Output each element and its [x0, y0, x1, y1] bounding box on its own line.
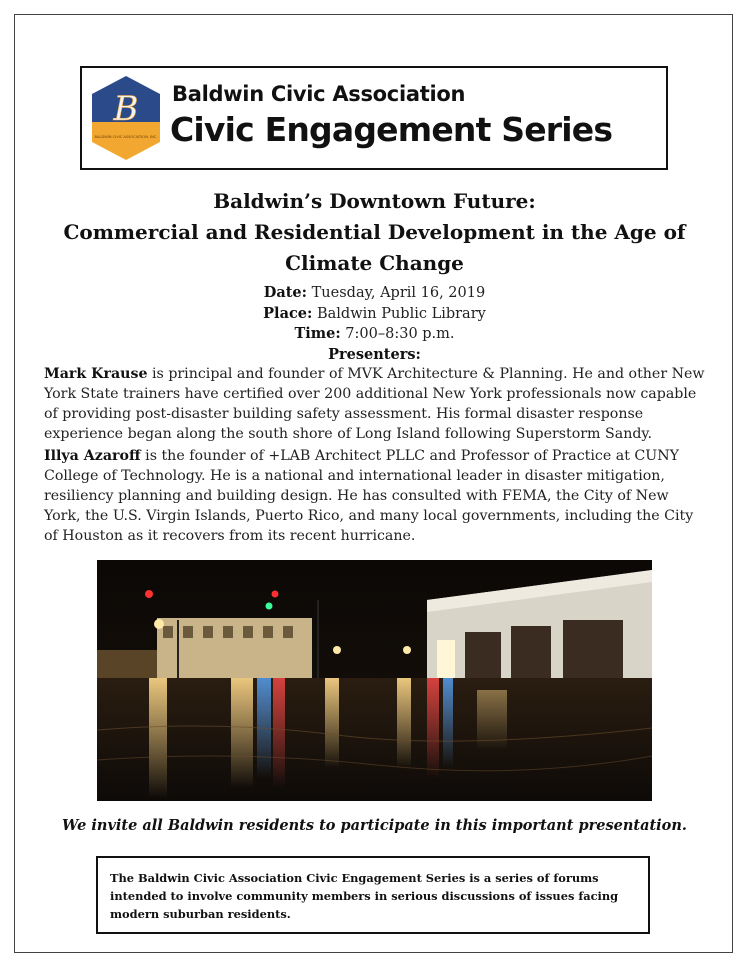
- series-name: Civic Engagement Series: [170, 110, 613, 149]
- org-name: Baldwin Civic Association: [172, 82, 466, 106]
- time-row: [30, 324, 719, 345]
- title-line-3: Climate Change: [285, 251, 464, 275]
- series-description: The Baldwin Civic Association Civic Engagement Series is a series of forums intended to involve community members in serious discussions of issues facing modern suburban residents.: [110, 871, 619, 921]
- presenter-name: Illya Azaroff: [44, 448, 141, 464]
- place-label: Place:: [263, 304, 313, 322]
- title-line-1: Baldwin’s Downtown Future:: [213, 189, 536, 213]
- place-row: [30, 304, 719, 325]
- presenter-description: is the founder of +LAB Architect PLLC and Professor of Practice at CUNY College of Technology. He is a national and international leader in disaster mitigation, resiliency planning and building design. He has consulted with FEMA, the City of New York, the U.S. Virgin Islands, Puerto Rico, and many local governments, including the City of Houston as it recovers from its recent hurricane.: [44, 448, 694, 544]
- date-row: [30, 283, 719, 304]
- presenter-name: Mark Krause: [44, 366, 148, 382]
- flooded-street-photo: [97, 560, 652, 801]
- presenter-description: is principal and founder of MVK Architecture & Planning. He and other New York State trainers have certified over 200 additional New York professionals now capable of providing post-disaster building safety assessment. His formal disaster response experience began along the south shore of Long Island following Superstorm Sandy.: [44, 366, 705, 442]
- presenter-bio: [44, 364, 706, 444]
- presenter-bio: [44, 446, 706, 546]
- logo-caption: BALDWIN CIVIC ASSOCIATION, INC.: [94, 135, 158, 139]
- event-title: [30, 186, 719, 279]
- series-description-box: [96, 856, 650, 934]
- header-banner: [80, 66, 668, 170]
- logo-monogram: B: [113, 89, 139, 129]
- event-details: [30, 283, 719, 365]
- invitation-text: We invite all Baldwin residents to participate in this important presentation.: [62, 817, 687, 834]
- presenters-heading: Presenters:: [328, 345, 421, 363]
- place-value: Baldwin Public Library: [316, 305, 486, 322]
- date-label: Date:: [263, 284, 308, 301]
- time-value: 7:00–8:30 p.m.: [345, 326, 455, 342]
- title-line-2: Commercial and Residential Development in the Age of: [63, 220, 686, 244]
- time-label: Time:: [294, 325, 341, 342]
- date-value: Tuesday, April 16, 2019: [311, 285, 486, 301]
- baldwin-civic-association-logo: [90, 74, 162, 162]
